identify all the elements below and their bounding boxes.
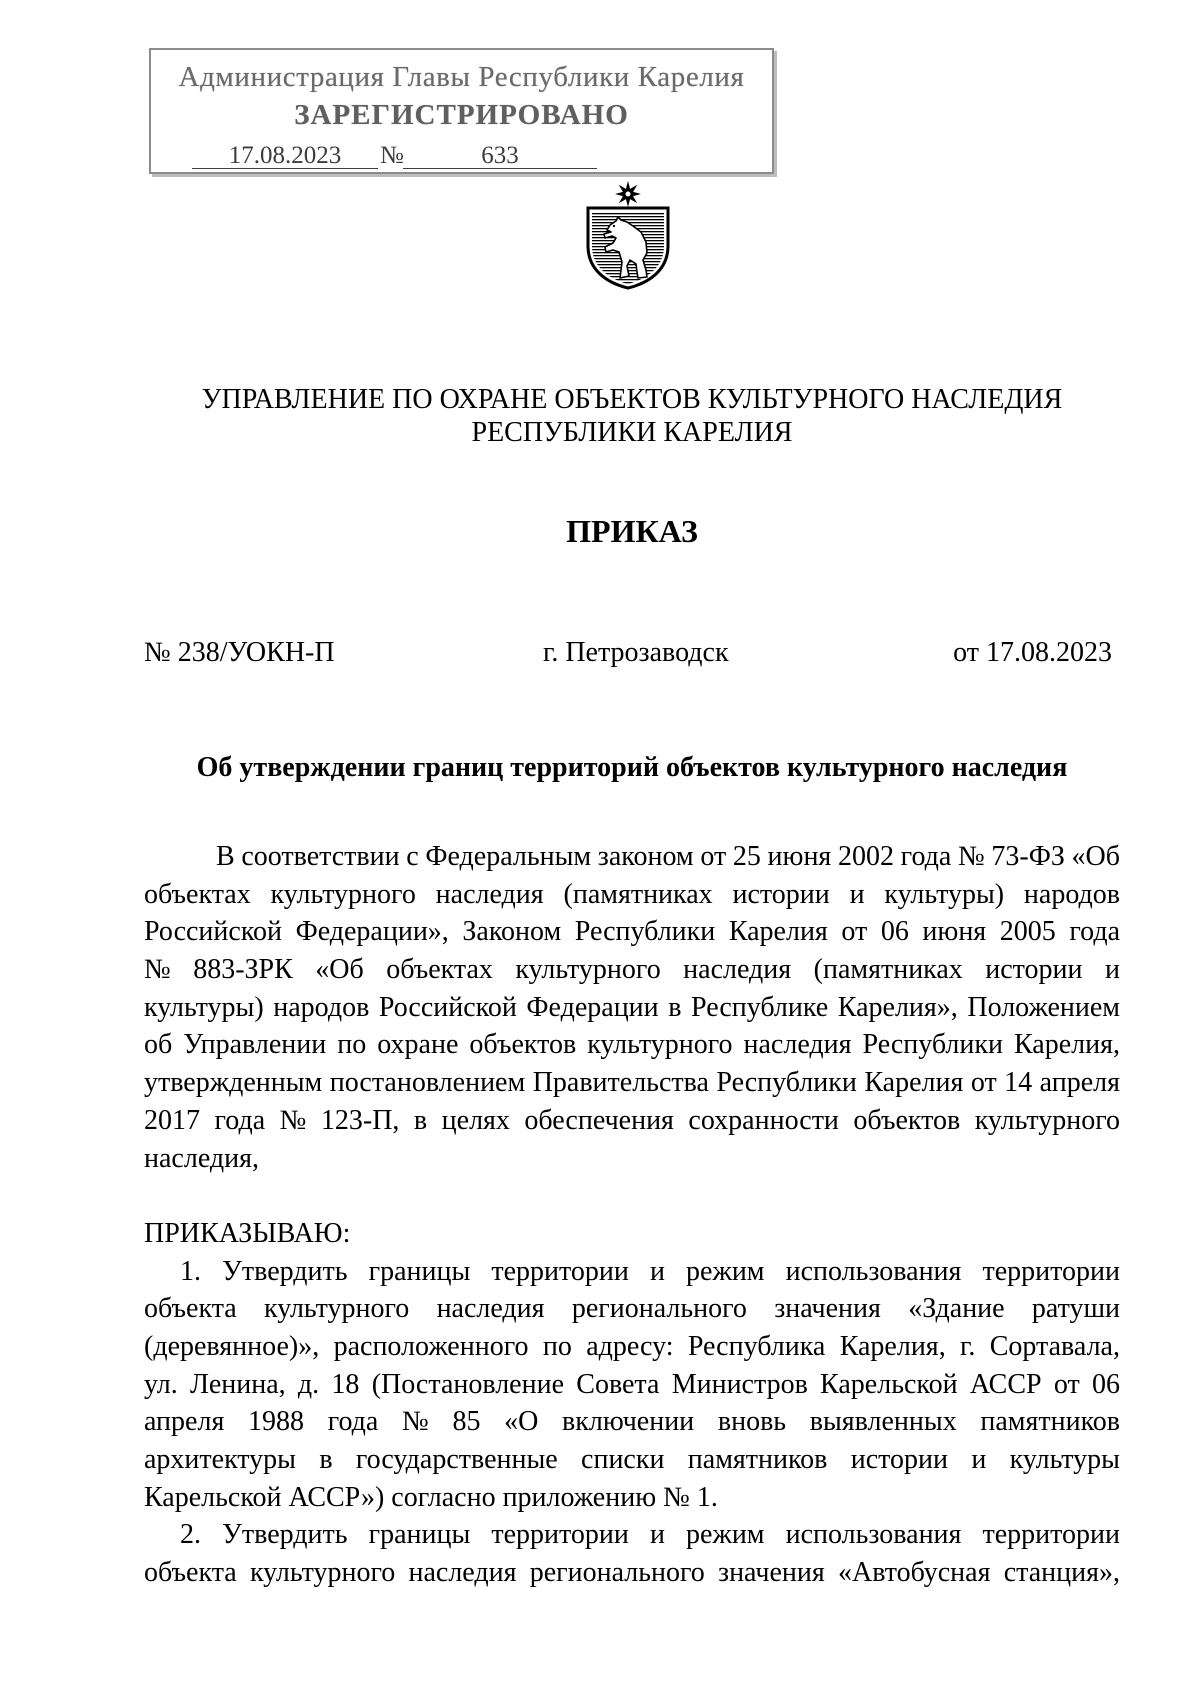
- agency-header-line-2: РЕСПУБЛИКИ КАРЕЛИЯ: [471, 417, 793, 448]
- document-title: Об утверждении границ территорий объектов культурного наследия: [196, 752, 1068, 783]
- document-number: № 238/УОКН-П: [144, 637, 335, 668]
- preamble-line: наследия,: [144, 1142, 259, 1174]
- item-1-line: (деревянное)», расположенного по адресу: Республика Карелия, г. Сортавала,: [144, 1330, 1120, 1362]
- preamble-line: 2017 года № 123-П, в целях обеспечения сохранности объектов культурного: [144, 1104, 1120, 1136]
- preamble-line: № 883-ЗРК «Об объектах культурного наследия (памятниках истории и: [144, 954, 1120, 986]
- item-1-line: объекта культурного наследия регионального значения «Здание ратуши: [144, 1293, 1120, 1325]
- stamp-authority: Администрация Главы Республики Карелия: [178, 61, 745, 93]
- document-body: [144, 838, 1120, 1592]
- item-1-line: Карельской АССР») согласно приложению № 1.: [144, 1481, 718, 1513]
- karelia-coat-of-arms-icon: [583, 180, 673, 290]
- document-type: ПРИКАЗ: [566, 513, 698, 549]
- item-1-line: 1. Утвердить границы территории и режим использования территории: [180, 1255, 1120, 1287]
- agency-header-line-1: УПРАВЛЕНИЕ ПО ОХРАНЕ ОБЪЕКТОВ КУЛЬТУРНОГО НАСЛЕДИЯ: [201, 384, 1063, 415]
- order-word: ПРИКАЗЫВАЮ:: [144, 1217, 351, 1249]
- stamp-registered-label: ЗАРЕГИСТРИРОВАНО: [294, 99, 629, 131]
- item-2-line: объекта культурного наследия регионального значения «Автобусная станция»,: [144, 1557, 1120, 1589]
- item-1-line: апреля 1988 года № 85 «О включении вновь выявленных памятников: [144, 1406, 1120, 1438]
- item-1-line: архитектуры в государственные списки памятников истории и культуры: [144, 1444, 1120, 1475]
- item-2-line: 2. Утвердить границы территории и режим использования территории: [180, 1519, 1120, 1551]
- stamp-number: 633: [403, 144, 597, 169]
- preamble-line: Российской Федерации», Законом Республики Карелия от 06 июня 2005 года: [144, 916, 1120, 948]
- preamble-line: культуры) народов Российской Федерации в Республике Карелия», Положением: [144, 991, 1120, 1023]
- paragraph-spacer: [144, 1177, 1120, 1215]
- preamble-line: В соответствии с Федеральным законом от 25 июня 2002 года № 73-ФЗ «Об: [216, 841, 1120, 872]
- document-date: от 17.08.2023: [953, 637, 1112, 668]
- stamp-date: 17.08.2023: [192, 144, 378, 169]
- preamble-line: об Управлении по охране объектов культурного наследия Республики Карелия,: [144, 1029, 1120, 1061]
- item-1-line: ул. Ленина, д. 18 (Постановление Совета Министров Карельской АССР от 06: [144, 1368, 1120, 1400]
- agency-header: [144, 383, 1120, 449]
- preamble-line: утвержденным постановлением Правительства Республики Карелия от 14 апреля: [144, 1067, 1120, 1099]
- document-city: г. Петрозаводск: [543, 637, 729, 668]
- preamble-line: объектах культурного наследия (памятниках истории и культуры) народов: [144, 878, 1120, 910]
- stamp-number-sign: №: [380, 142, 404, 169]
- registration-stamp: [149, 48, 774, 174]
